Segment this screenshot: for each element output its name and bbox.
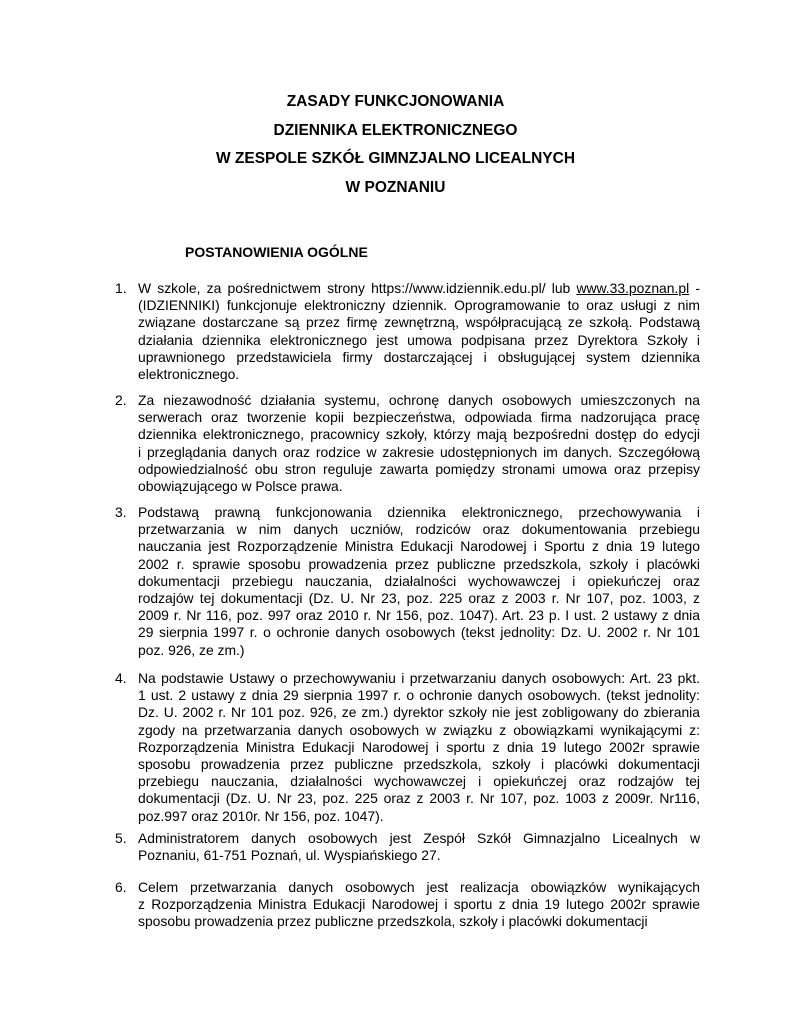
list-item-number: 2. [115,392,127,408]
paragraph-line: obowiązującego w Polsce prawa. [138,478,343,494]
paragraph-text: - [689,280,700,296]
paragraph-line: zgody na przetwarzania danych osobowych w związku z obowiązkami wynikającymi z: [138,721,700,738]
paragraph-line: poz. 926, ze zm.) [138,641,245,658]
list-item-number: 3. [115,504,127,520]
paragraph-line: Podstawą prawną funkcjonowania dziennika elektronicznego, przechowywania i [138,504,700,520]
paragraph-line: (IDZIENNIKI) funkcjonuje elektroniczny dziennik. Oprogramowanie to oraz usługi z nim [138,297,700,314]
paragraph-line: serwerach oraz tworzenie kopii bezpieczeństwa, odpowiada firma nadzorująca pracę [138,409,700,426]
paragraph-line: odpowiedzialność obu stron reguluje zawarta pomiędzy stronami umowa oraz przepisy [138,460,700,477]
paragraph-line: 1 ust. 2 ustawy z dnia 29 sierpnia 1997 r. o ochronie danych osobowych. (tekst jednolity: [138,687,700,704]
paragraph-line: elektronicznego. [138,366,240,382]
paragraph-line: z Rozporządzenia Ministra Edukacji Narodowej i sportu z dnia 19 lutego 2002r sprawie [138,896,700,913]
title-line: W POZNANIU [345,178,446,196]
title-line: W ZESPOLE SZKÓŁ GIMNZJALNO LICEALNYCH [215,150,576,167]
paragraph-line: 29 sierpnia 1997 r. o ochronie danych osobowych (tekst jednolity: Dz. U. 2002 r. Nr 101 [138,624,700,641]
paragraph-line: rodzajów tej dokumentacji (Dz. U. Nr 23, poz. 225 oraz z 2003 r. Nr 107, poz. 1003, z [138,590,700,606]
paragraph-line: Rozporządzenia Ministra Edukacji Narodowej i sportu z dnia 19 lutego 2002r sprawie [138,738,700,755]
list-item-number: 5. [115,830,127,846]
paragraph-line: dziennika elektronicznego, pracownicy szkoły, którzy mają bezpośredni dostęp do edycji [138,426,700,443]
paragraph-line: nauczania jest Rozporządzenie Ministra Edukacji Narodowej i Sportu z dnia 19 lutego [138,538,700,555]
paragraph-line: dokumentacji przebiegu nauczania, działalności wychowawczej i opiekuńczej oraz [138,572,700,589]
paragraph-line: przetwarzania w nim danych uczniów, rodziców oraz dokumentowania przebiegu [138,521,700,538]
paragraph-line [138,280,700,297]
paragraph-line: Poznaniu, 61-751 Poznań, ul. Wyspiańskiego 27. [138,847,441,864]
section-heading: POSTANOWIENIA OGÓLNE [185,244,368,260]
website-link[interactable]: www.33.poznan.pl [576,280,690,296]
paragraph-line: Na podstawie Ustawy o przechowywaniu i przetwarzaniu danych osobowych: Art. 23 pkt. [138,670,700,686]
paragraph-line: 2009 r. Nr 116, poz. 997 oraz 2010 r. Nr 156, poz. 1047). Art. 23 p. I ust. 2 ustawy z dnia [138,607,700,624]
paragraph-line: związane dostarczane są przez firmę zewnętrzną, współpracującą ze szkołą. Podstawą [138,314,700,331]
title-line: DZIENNIKA ELEKTRONICZNEGO [273,121,518,139]
list-item-number: 6. [115,879,127,895]
paragraph-line: Za niezawodność działania systemu, ochronę danych osobowych umieszczonych na [138,392,700,408]
paragraph-line: sposobu prowadzenia przez publiczne przedszkola, szkoły i placówki dokumentacji [138,756,700,772]
paragraph-line: 2002 r. sprawie sposobu prowadzenia przez publiczne przedszkola, szkoły i placówki [138,555,700,572]
paragraph-line: sposobu prowadzenia przez publiczne przedszkola, szkoły i placówki dokumentacji [138,913,648,930]
list-item-number: 4. [115,670,127,686]
paragraph-line: uprawnionego przedstawiciela firmy dostarczającej i obsługującej system dziennika [138,348,700,365]
paragraph-line: dokumentacji (Dz. U. Nr 23, poz. 225 oraz z 2003 r. Nr 107, poz. 1003 z 2009r. Nr116, [138,790,700,807]
paragraph-line: Administratorem danych osobowych jest Zespół Szkół Gimnazjalno Licealnych w [138,830,700,846]
paragraph-line: przebiegu nauczania, działalności wychowawczej i opiekuńczej oraz rodzajów tej [138,773,700,790]
paragraph-line: Celem przetwarzania danych osobowych jest realizacja obowiązków wynikających [138,879,700,895]
paragraph-line: Dz. U. 2002 r. Nr 101 poz. 926, ze zm.) dyrektor szkoły nie jest zobligowany do zbierania [138,704,700,721]
document-title [0,88,791,202]
paragraph-text: W szkole, za pośrednictwem strony https://www.idziennik.edu.pl/ lub [138,280,577,296]
paragraph-line: działania dziennika elektronicznego jest umowa podpisana przez Dyrektora Szkoły i [138,331,700,348]
paragraph-line: i przeglądania danych oraz rodzice w zakresie udostępnionych im danych. Szczegółową [138,443,700,460]
paragraph-line: poz.997 oraz 2010r. Nr 156, poz. 1047). [138,807,384,824]
title-line: ZASADY FUNKCJONOWANIA [286,93,505,110]
list-item-number: 1. [115,280,127,296]
